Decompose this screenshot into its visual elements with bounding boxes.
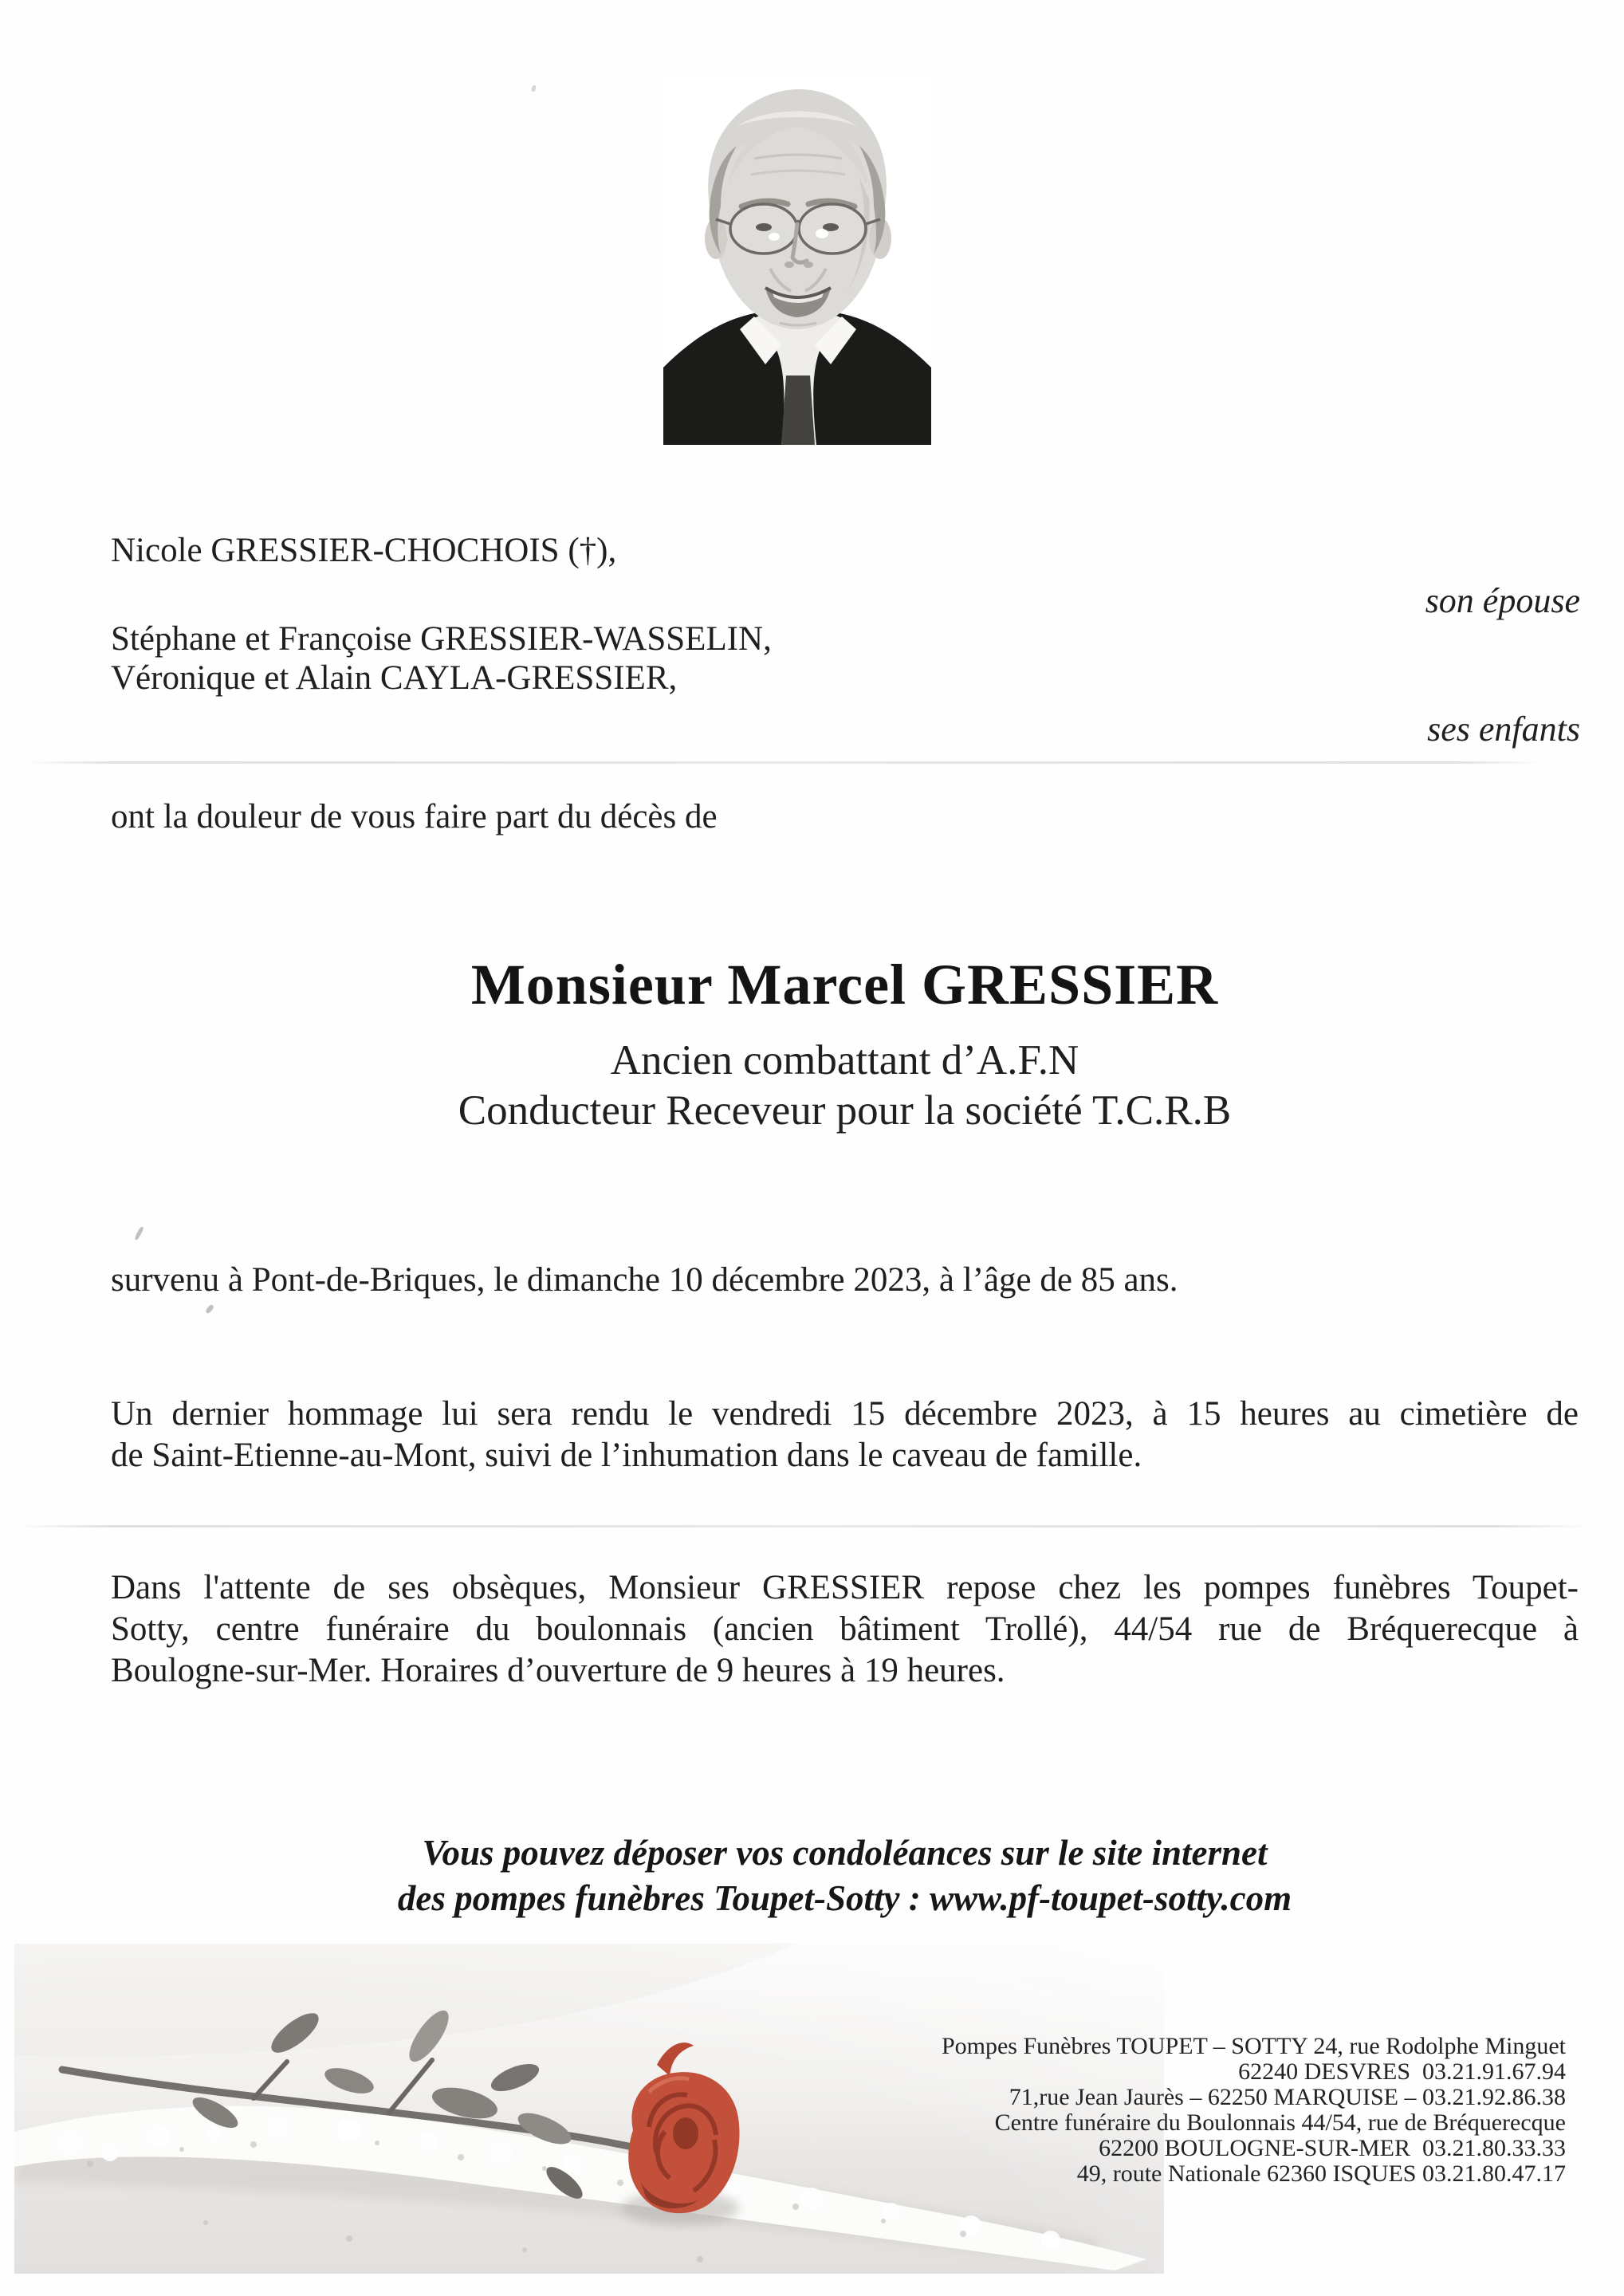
contact-line: 71,rue Jean Jaurès – 62250 MARQUISE – 03.21.92.86.38 xyxy=(1009,2084,1566,2110)
scan-speck xyxy=(134,1226,144,1240)
deceased-subtitle-veteran: Ancien combattant d’A.F.N xyxy=(610,1037,1079,1083)
scan-speck xyxy=(205,1303,214,1314)
portrait-photo xyxy=(660,79,934,446)
scan-artifact-line xyxy=(24,761,1543,764)
contact-line: Pompes Funèbres TOUPET – SOTTY 24, rue Rodolphe Minguet xyxy=(941,2033,1566,2059)
deceased-name-title: Monsieur Marcel GRESSIER xyxy=(470,953,1219,1016)
contact-line: 62240 DESVRES 03.21.91.67.94 xyxy=(1238,2058,1566,2085)
family-wife-name: Nicole GRESSIER-CHOCHOIS (†), xyxy=(111,532,617,569)
death-details-paragraph: survenu à Pont-de-Briques, le dimanche 10 décembre 2023, à l’âge de 85 ans. xyxy=(111,1261,1178,1299)
deceased-subtitle-occupation: Conducteur Receveur pour la société T.C.R.B xyxy=(458,1087,1232,1134)
relation-label-wife: son épouse xyxy=(1425,581,1580,620)
scan-speck xyxy=(531,85,537,92)
family-child1-name: Stéphane et Françoise GRESSIER-WASSELIN, xyxy=(111,620,772,658)
repose-paragraph-line1: Dans l'attente de ses obsèques, Monsieur GRESSIER repose chez les pompes funèbres Toupet- xyxy=(111,1569,1579,1606)
contact-line: 49, route Nationale 62360 ISQUES 03.21.80.47.17 xyxy=(1076,2160,1566,2187)
condolences-line2-website: des pompes funèbres Toupet-Sotty : www.pf-toupet-sotty.com xyxy=(397,1878,1292,1918)
relation-label-children: ses enfants xyxy=(1427,710,1580,749)
contact-line: Centre funéraire du Boulonnais 44/54, rue de Bréquerecque xyxy=(994,2109,1566,2136)
tribute-paragraph-line1: Un dernier hommage lui sera rendu le vendredi 15 décembre 2023, à 15 heures au cimetière de xyxy=(111,1395,1579,1433)
family-child2-name: Véronique et Alain CAYLA-GRESSIER, xyxy=(111,659,678,697)
tribute-paragraph-line2: de Saint-Etienne-au-Mont, suivi de l’inhumation dans le caveau de famille. xyxy=(111,1437,1142,1474)
scan-artifact-line xyxy=(16,1525,1591,1527)
contact-line: 62200 BOULOGNE-SUR-MER 03.21.80.33.33 xyxy=(1099,2135,1566,2161)
announcement-intro: ont la douleur de vous faire part du décès de xyxy=(111,798,718,835)
repose-paragraph-line2: Sotty, centre funéraire du boulonnais (ancien bâtiment Trollé), 44/54 rue de Bréquerecque à xyxy=(111,1610,1579,1648)
funeral-home-contact-block xyxy=(808,2034,1566,2187)
condolences-line1: Vous pouvez déposer vos condoléances sur le site internet xyxy=(422,1833,1268,1873)
repose-paragraph-line3: Boulogne-sur-Mer. Horaires d’ouverture de 9 heures à 19 heures. xyxy=(111,1652,1005,1689)
